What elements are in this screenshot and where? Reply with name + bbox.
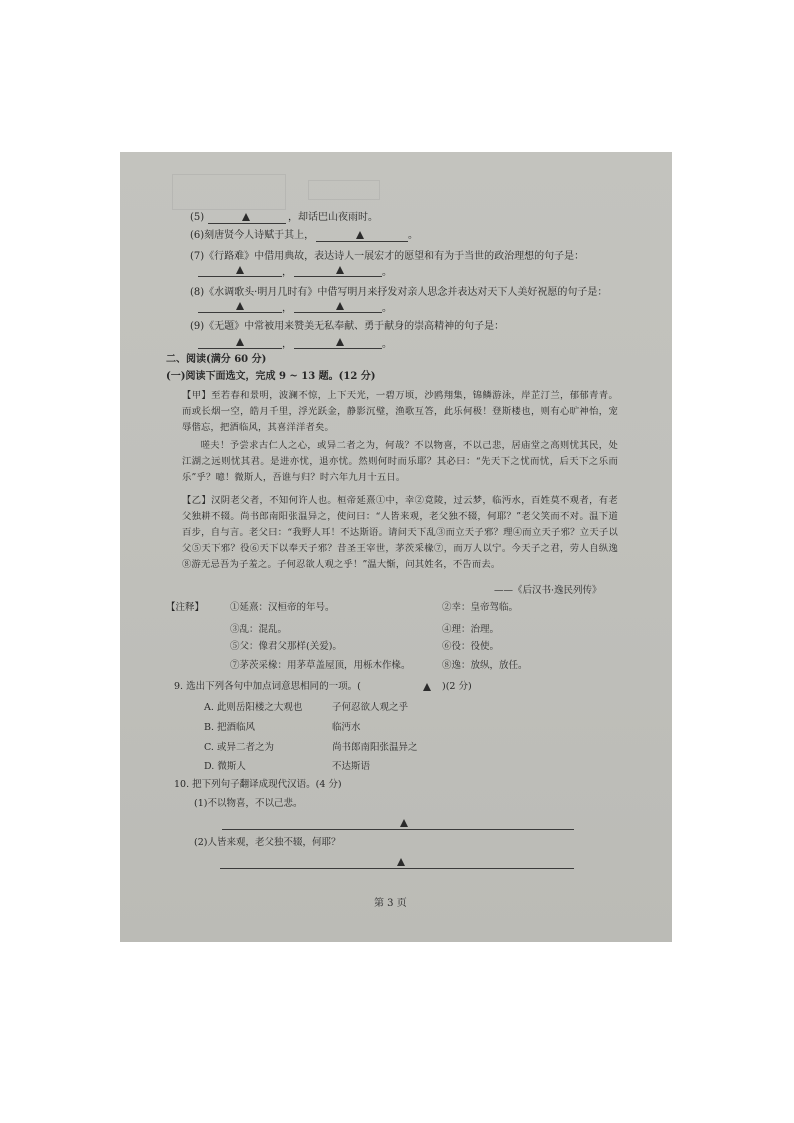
punct: ， — [282, 303, 292, 314]
note-7: ⑦茅茨采椽：用茅草盖屋顶，用栎木作椽。 — [230, 660, 411, 671]
answer-marker-icon — [236, 302, 244, 310]
note-4: ④理：治理。 — [442, 624, 500, 635]
q9-option-c-1[interactable]: C. 或异二者之为 — [204, 742, 274, 753]
q9-option-c-2: 尚书郎南阳张温异之 — [332, 742, 418, 753]
punct: 。 — [382, 303, 392, 314]
note-5: ⑤父：像君父那样(关爱)。 — [230, 641, 342, 652]
q10-sentence-1: (1)不以物喜，不以己悲。 — [194, 798, 303, 809]
fill-item-5: (5) — [190, 212, 205, 223]
q9-stem: 9. 选出下列各句中加点词意思相同的一项。( — [174, 681, 361, 692]
answer-blank[interactable] — [316, 241, 408, 242]
answer-marker-icon — [397, 858, 405, 866]
q9-option-b-2: 临沔水 — [332, 722, 361, 733]
q9-option-b-1[interactable]: B. 把酒临风 — [204, 722, 256, 733]
answer-blank[interactable] — [198, 348, 282, 349]
answer-blank[interactable] — [294, 276, 382, 277]
q10-stem: 10. 把下列句子翻译成现代汉语。(4 分) — [174, 779, 342, 790]
show-through-box — [172, 174, 286, 210]
fill-item-5-text: ，却话巴山夜雨时。 — [288, 212, 378, 223]
answer-line[interactable] — [222, 829, 574, 830]
answer-line[interactable] — [220, 868, 574, 869]
exam-sheet — [120, 152, 672, 942]
part-title: (一)阅读下面选文，完成 9 ~ 13 题。(12 分) — [166, 371, 376, 382]
punct: 。 — [408, 230, 418, 241]
punct: 。 — [382, 339, 392, 350]
note-8: ⑧逸：放纵，放任。 — [442, 660, 528, 671]
answer-marker-icon — [356, 231, 364, 239]
show-through-box — [308, 180, 380, 200]
answer-blank[interactable] — [294, 348, 382, 349]
section-title: 二、阅读(满分 60 分) — [166, 354, 267, 365]
page-number: 第 3 页 — [374, 898, 407, 909]
q9-option-d-2: 不达斯语 — [332, 761, 371, 772]
answer-blank[interactable] — [208, 223, 286, 224]
fill-item-6-text: (6)刻唐贤今人诗赋于其上， — [190, 230, 315, 241]
answer-marker-icon — [336, 302, 344, 310]
answer-blank[interactable] — [198, 276, 282, 277]
q9-option-a-1[interactable]: A. 此则岳阳楼之大观也 — [204, 702, 303, 713]
answer-blank[interactable] — [294, 312, 382, 313]
q9-stem-score: )(2 分) — [442, 681, 472, 692]
scanned-photo — [120, 152, 672, 942]
answer-marker-icon — [336, 338, 344, 346]
note-6: ⑥役：役使。 — [442, 641, 500, 652]
punct: ， — [282, 339, 292, 350]
notes-label: 【注释】 — [166, 602, 205, 613]
note-2: ②幸：皇帝驾临。 — [442, 602, 519, 613]
source-citation: ——《后汉书·逸民列传》 — [494, 585, 602, 596]
note-1: ①延熹：汉桓帝的年号。 — [230, 602, 335, 613]
fill-item-7-text: (7)《行路难》中借用典故，表达诗人一展宏才的愿望和有为于当世的政治理想的句子是： — [190, 251, 585, 262]
punct: 。 — [382, 267, 392, 278]
answer-blank[interactable] — [198, 312, 282, 313]
fill-item-9-text: (9)《无题》中常被用来赞美无私奉献、勇于献身的崇高精神的句子是： — [190, 321, 505, 332]
note-3: ③乱：混乱。 — [230, 624, 288, 635]
answer-marker-icon — [400, 819, 408, 827]
answer-marker-icon — [423, 683, 431, 691]
passage-jia-2: 嗟夫！予尝求古仁人之心，或异二者之为，何哉？不以物喜，不以己悲，居庙堂之高则忧其民，处江湖之远则忧其君。是进亦忧，退亦忧。然则何时而乐耶？其必曰：“先天下之忧而忧，后天下之乐而乐”乎？噫！微斯人，吾谁与归？时六年九月十五日。 — [182, 440, 618, 483]
passage-yi: 【乙】汉阴老父者，不知何许人也。桓帝延熹①中，幸②竟陵，过云梦，临沔水，百姓莫不观者，有老父独耕不辍。尚书郎南阳张温异之，使问曰：“人皆来观，老父独不辍，何耶？”老父笑而不对。温下道百步，自与言。老父曰：“我野人耳！不达斯语。请问天下乱③而立天子邪？理④而立天子邪？立天子以父⑤天下邪？役⑥天下以奉天子邪？昔圣王宰世，茅茨采椽⑦，而万人以宁。今天子之君，劳人自纵逸⑧游无忌吾为子羞之。子何忍欲人观之乎！”温大惭，问其姓名，不告而去。 — [182, 495, 618, 570]
passage-jia-1: 【甲】至若春和景明，波澜不惊，上下天光，一碧万顷，沙鸥翔集，锦鳞游泳，岸芷汀兰，郁郁青青。而或长烟一空，皓月千里，浮光跃金，静影沉璧，渔歌互答，此乐何极！登斯楼也，则有心旷神怡，宠辱偕忘，把酒临风，其喜洋洋者矣。 — [182, 390, 618, 433]
q9-option-d-1[interactable]: D. 微斯人 — [204, 761, 246, 772]
fill-item-8-text: (8)《水调歌头·明月几时有》中借写明月来抒发对亲人思念并表达对天下人美好祝愿的句子是： — [190, 287, 608, 298]
q9-option-a-2: 子何忍欲人观之乎 — [332, 702, 409, 713]
answer-marker-icon — [236, 338, 244, 346]
answer-marker-icon — [242, 213, 250, 221]
answer-marker-icon — [236, 266, 244, 274]
punct: ， — [282, 267, 292, 278]
q10-sentence-2: (2)人皆来观，老父独不辍，何耶？ — [194, 837, 341, 848]
answer-marker-icon — [336, 266, 344, 274]
